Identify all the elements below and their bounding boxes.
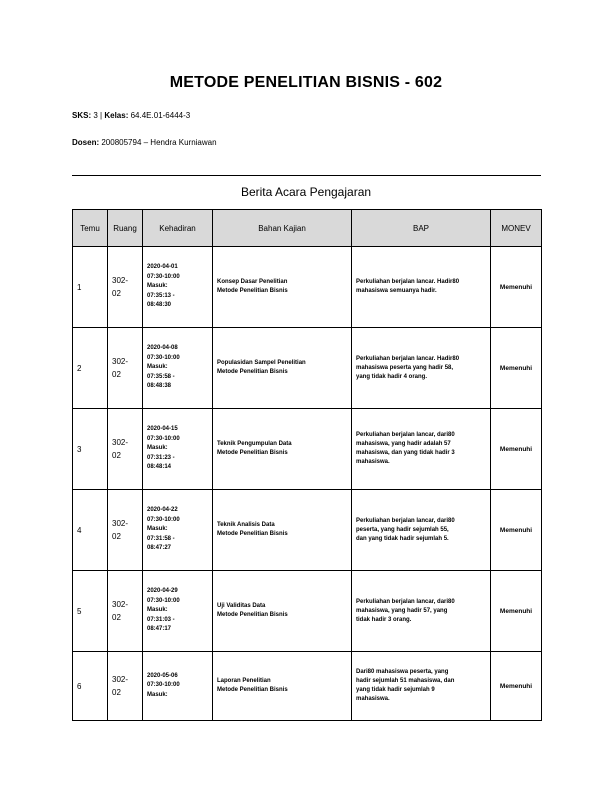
cell-ruang xyxy=(108,247,143,328)
cell-monev: Memenuhi xyxy=(491,409,542,490)
cell-temu: 6 xyxy=(73,652,108,721)
cell-ruang-line: 302- xyxy=(112,519,129,528)
section-divider xyxy=(72,175,541,176)
table-row xyxy=(73,571,542,652)
cell-temu: 3 xyxy=(73,409,108,490)
topic-line: Metode Penelitian Bisnis xyxy=(217,288,288,294)
topic-line: Metode Penelitian Bisnis xyxy=(217,369,288,375)
att-line: 2020-04-15 xyxy=(147,426,178,433)
cell-ruang xyxy=(108,409,143,490)
header-temu: Temu xyxy=(73,210,108,247)
page-title: METODE PENELITIAN BISNIS - 602 xyxy=(169,74,443,91)
bap-line: Perkuliahan berjalan lancar, dari80 xyxy=(356,598,455,605)
att-line: 07:31:23 - xyxy=(147,454,175,461)
att-line: 08:47:17 xyxy=(147,626,172,633)
cell-bahan-kajian xyxy=(213,490,352,571)
att-line: Masuk: xyxy=(147,283,168,290)
kelas-value: 64.4E.01-6444-3 xyxy=(130,111,191,120)
att-line: 2020-04-29 xyxy=(147,588,178,595)
att-line: 07:31:58 - xyxy=(147,535,175,542)
table-row xyxy=(73,247,542,328)
header-kehadiran: Kehadiran xyxy=(143,210,213,247)
bap-line: mahasiswa peserta yang hadir 58, xyxy=(356,364,454,371)
sks-value: 3 xyxy=(93,111,98,120)
bap-line: yang tidak hadir sejumlah 9 xyxy=(356,687,435,693)
cell-kehadiran xyxy=(143,247,213,328)
table-row xyxy=(73,490,542,571)
att-line: 2020-04-22 xyxy=(147,507,178,514)
bap-line: Perkuliahan berjalan lancar. Hadir80 xyxy=(356,355,460,362)
cell-ruang-line: 302- xyxy=(112,438,129,447)
bap-line: Perkuliahan berjalan lancar, dari80 xyxy=(356,517,455,524)
cell-monev: Memenuhi xyxy=(491,247,542,328)
bap-line: peserta, yang hadir sejumlah 55, xyxy=(356,526,449,533)
cell-temu: 4 xyxy=(73,490,108,571)
cell-ruang xyxy=(108,490,143,571)
bap-line: tidak hadir 3 orang. xyxy=(356,616,412,623)
cell-ruang xyxy=(108,328,143,409)
cell-bap xyxy=(352,652,491,721)
header-monev: MONEV xyxy=(491,210,542,247)
att-line: Masuk: xyxy=(147,691,168,698)
dosen-value: 200805794 – Hendra Kurniawan xyxy=(101,138,217,147)
cell-ruang xyxy=(108,652,143,721)
att-line: Masuk: xyxy=(147,607,168,614)
att-line: 07:35:13 - xyxy=(147,292,175,299)
cell-ruang-line: 02 xyxy=(112,451,121,460)
cell-ruang-line: 02 xyxy=(112,613,121,622)
att-line: 2020-04-01 xyxy=(147,264,178,271)
topic-line: Teknik Analisis Data xyxy=(217,522,275,528)
cell-bahan-kajian xyxy=(213,571,352,652)
meta-separator: | xyxy=(100,111,103,120)
cell-bap xyxy=(352,409,491,490)
cell-bap xyxy=(352,247,491,328)
header-ruang: Ruang xyxy=(108,210,143,247)
bap-line: Dari80 mahasiswa peserta, yang xyxy=(356,669,449,675)
topic-line: Teknik Pengumpulan Data xyxy=(217,441,292,447)
header-bap: BAP xyxy=(352,210,491,247)
att-line: 07:30-10:00 xyxy=(147,273,180,280)
cell-ruang-line: 302- xyxy=(112,276,129,285)
att-line: 2020-05-06 xyxy=(147,672,178,679)
cell-monev: Memenuhi xyxy=(491,490,542,571)
topic-line: Metode Penelitian Bisnis xyxy=(217,450,288,456)
cell-bahan-kajian xyxy=(213,247,352,328)
cell-ruang-line: 302- xyxy=(112,357,129,366)
section-title: Berita Acara Pengajaran xyxy=(240,185,372,199)
topic-line: Laporan Penelitian xyxy=(217,678,271,684)
att-line: 07:30-10:00 xyxy=(147,354,180,361)
bap-line: dan yang tidak hadir sejumlah 5. xyxy=(356,535,449,542)
cell-kehadiran xyxy=(143,490,213,571)
cell-bap xyxy=(352,328,491,409)
topic-line: Uji Validitas Data xyxy=(217,603,266,609)
cell-temu: 2 xyxy=(73,328,108,409)
sks-label: SKS: xyxy=(72,111,92,120)
att-line: 07:30-10:00 xyxy=(147,682,180,689)
table-header-row xyxy=(73,210,542,247)
cell-kehadiran xyxy=(143,652,213,721)
cell-bap xyxy=(352,571,491,652)
att-line: 08:48:14 xyxy=(147,464,172,471)
bap-line: yang tidak hadir 4 orang. xyxy=(356,373,428,380)
bap-line: Perkuliahan berjalan lancar. Hadir80 xyxy=(356,279,460,285)
topic-line: Metode Penelitian Bisnis xyxy=(217,531,288,537)
topic-line: Konsep Dasar Penelitian xyxy=(217,279,288,285)
att-line: 08:48:30 xyxy=(147,302,172,309)
cell-monev: Memenuhi xyxy=(491,328,542,409)
cell-ruang-line: 02 xyxy=(112,688,121,697)
att-line: Masuk: xyxy=(147,445,168,452)
lecturer-line xyxy=(72,138,217,147)
course-meta-line xyxy=(72,111,190,120)
cell-temu: 5 xyxy=(73,571,108,652)
att-line: 07:35:58 - xyxy=(147,373,175,380)
att-line: 07:31:03 - xyxy=(147,616,175,623)
cell-bahan-kajian xyxy=(213,652,352,721)
bap-line: mahasiswa semuanya hadir. xyxy=(356,288,437,294)
bap-line: mahasiswa, yang hadir adalah 57 xyxy=(356,441,451,447)
cell-bahan-kajian xyxy=(213,328,352,409)
table-row xyxy=(73,409,542,490)
att-line: 07:30-10:00 xyxy=(147,597,180,604)
bap-line: mahasiswa. xyxy=(356,459,390,465)
teaching-record-table xyxy=(72,209,542,721)
cell-monev: Memenuhi xyxy=(491,652,542,721)
cell-monev: Memenuhi xyxy=(491,571,542,652)
att-line: 2020-04-08 xyxy=(147,345,178,352)
table-row xyxy=(73,652,542,721)
bap-line: mahasiswa, dan yang tidak hadir 3 xyxy=(356,450,455,456)
cell-ruang-line: 302- xyxy=(112,600,129,609)
topic-line: Metode Penelitian Bisnis xyxy=(217,612,288,618)
kelas-label: Kelas: xyxy=(104,111,129,120)
header-bahan-kajian: Bahan Kajian xyxy=(213,210,352,247)
cell-ruang-line: 302- xyxy=(112,675,129,684)
cell-kehadiran xyxy=(143,409,213,490)
bap-line: hadir sejumlah 51 mahasiswa, dan xyxy=(356,678,455,684)
bap-line: mahasiswa, yang hadir 57, yang xyxy=(356,607,448,614)
cell-ruang xyxy=(108,571,143,652)
topic-line: Metode Penelitian Bisnis xyxy=(217,687,288,693)
att-line: Masuk: xyxy=(147,526,168,533)
topic-line: Populasidan Sampel Penelitian xyxy=(217,360,306,366)
att-line: 07:30-10:00 xyxy=(147,516,180,523)
bap-line: mahasiswa. xyxy=(356,696,390,702)
cell-ruang-line: 02 xyxy=(112,289,121,298)
att-line: 07:30-10:00 xyxy=(147,435,180,442)
att-line: 08:47:27 xyxy=(147,545,172,552)
cell-ruang-line: 02 xyxy=(112,532,121,541)
cell-kehadiran xyxy=(143,571,213,652)
cell-kehadiran xyxy=(143,328,213,409)
table-row xyxy=(73,328,542,409)
cell-temu: 1 xyxy=(73,247,108,328)
cell-ruang-line: 02 xyxy=(112,370,121,379)
att-line: 08:48:38 xyxy=(147,383,172,390)
cell-bahan-kajian xyxy=(213,409,352,490)
dosen-label: Dosen: xyxy=(72,138,100,147)
att-line: Masuk: xyxy=(147,364,168,371)
bap-line: Perkuliahan berjalan lancar, dari80 xyxy=(356,432,455,438)
cell-bap xyxy=(352,490,491,571)
